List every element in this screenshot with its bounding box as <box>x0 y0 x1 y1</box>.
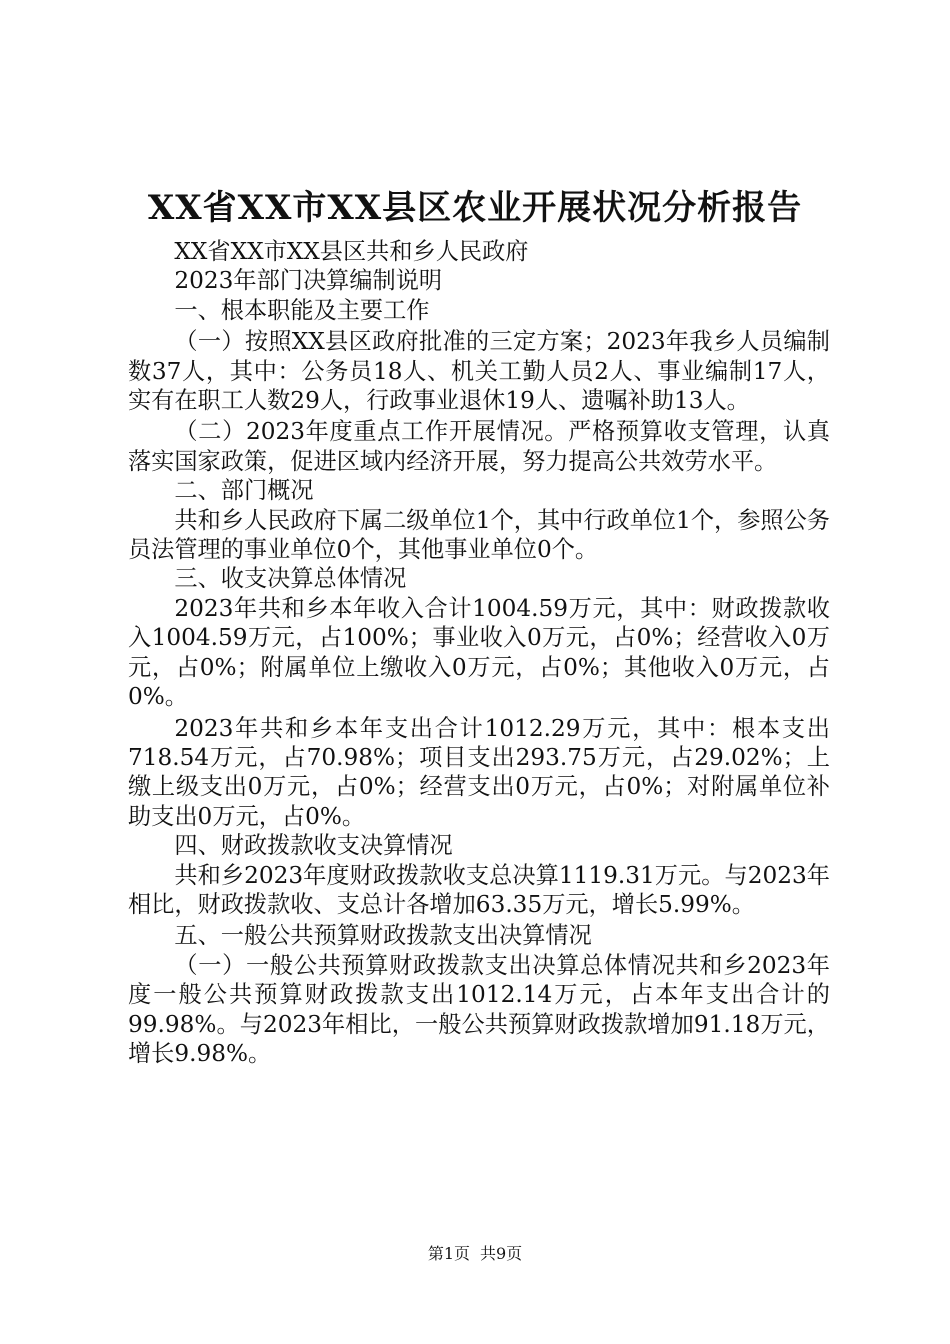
heading-section-5: 五、一般公共预算财政拨款支出决算情况 <box>174 922 592 950</box>
page-number-total: 共9页 <box>480 1244 523 1263</box>
heading-section-3: 三、收支决算总体情况 <box>174 565 407 593</box>
paragraph-subtitle: 2023年部门决算编制说明 <box>174 267 443 295</box>
paragraph-expenditure: 2023年共和乡本年支出合计1012.29万元，其中：根本支出718.54万元，占70.98%；项目支出293.75万元，占29.02%；上缴上级支出0万元，占0%；经营支出0万元，占0%；对附属单位补助支出0万元，占0%。 <box>128 714 830 830</box>
page-number-current: 第1页 <box>427 1244 470 1263</box>
paragraph-income: 2023年共和乡本年收入合计1004.59万元，其中：财政拨款收入1004.59万元，占100%；事业收入0万元，占0%；经营收入0万元，占0%；附属单位上缴收入0万元，占0%；其他收入0万元，占0%。 <box>128 594 830 711</box>
paragraph-department-overview: 共和乡人民政府下属二级单位1个，其中行政单位1个，参照公务员法管理的事业单位0个，其他事业单位0个。 <box>128 506 830 564</box>
document-title: XX省XX市XX县区农业开展状况分析报告 <box>147 188 803 228</box>
heading-section-1: 一、根本职能及主要工作 <box>174 296 430 324</box>
heading-section-4: 四、财政拨款收支决算情况 <box>174 832 453 860</box>
page-footer <box>0 1243 950 1265</box>
paragraph-fiscal-appropriation: 共和乡2023年度财政拨款收支总决算1119.31万元。与2023年相比，财政拨款收、支总计各增加63.35万元，增长5.99%。 <box>128 861 830 918</box>
paragraph-general-budget: （一）一般公共预算财政拨款支出决算总体情况共和乡2023年度一般公共预算财政拨款支出1012.14万元，占本年支出合计的99.98%。与2023年相比，一般公共预算财政拨款增加91.18万元，增长9.98%。 <box>128 951 830 1067</box>
heading-section-2: 二、部门概况 <box>174 477 314 505</box>
document-body <box>128 237 830 1068</box>
paragraph-key-work: （二）2023年度重点工作开展情况。严格预算收支管理，认真落实国家政策，促进区域内经济开展，努力提高公共效劳水平。 <box>128 418 830 475</box>
paragraph-staffing: （一）按照XX县区政府批准的三定方案；2023年我乡人员编制数37人，其中：公务员18人、机关工勤人员2人、事业编制17人，实有在职工人数29人，行政事业退休19人、遗嘱补助13人。 <box>128 328 830 415</box>
paragraph-organization: XX省XX市XX县区共和乡人民政府 <box>174 238 529 265</box>
